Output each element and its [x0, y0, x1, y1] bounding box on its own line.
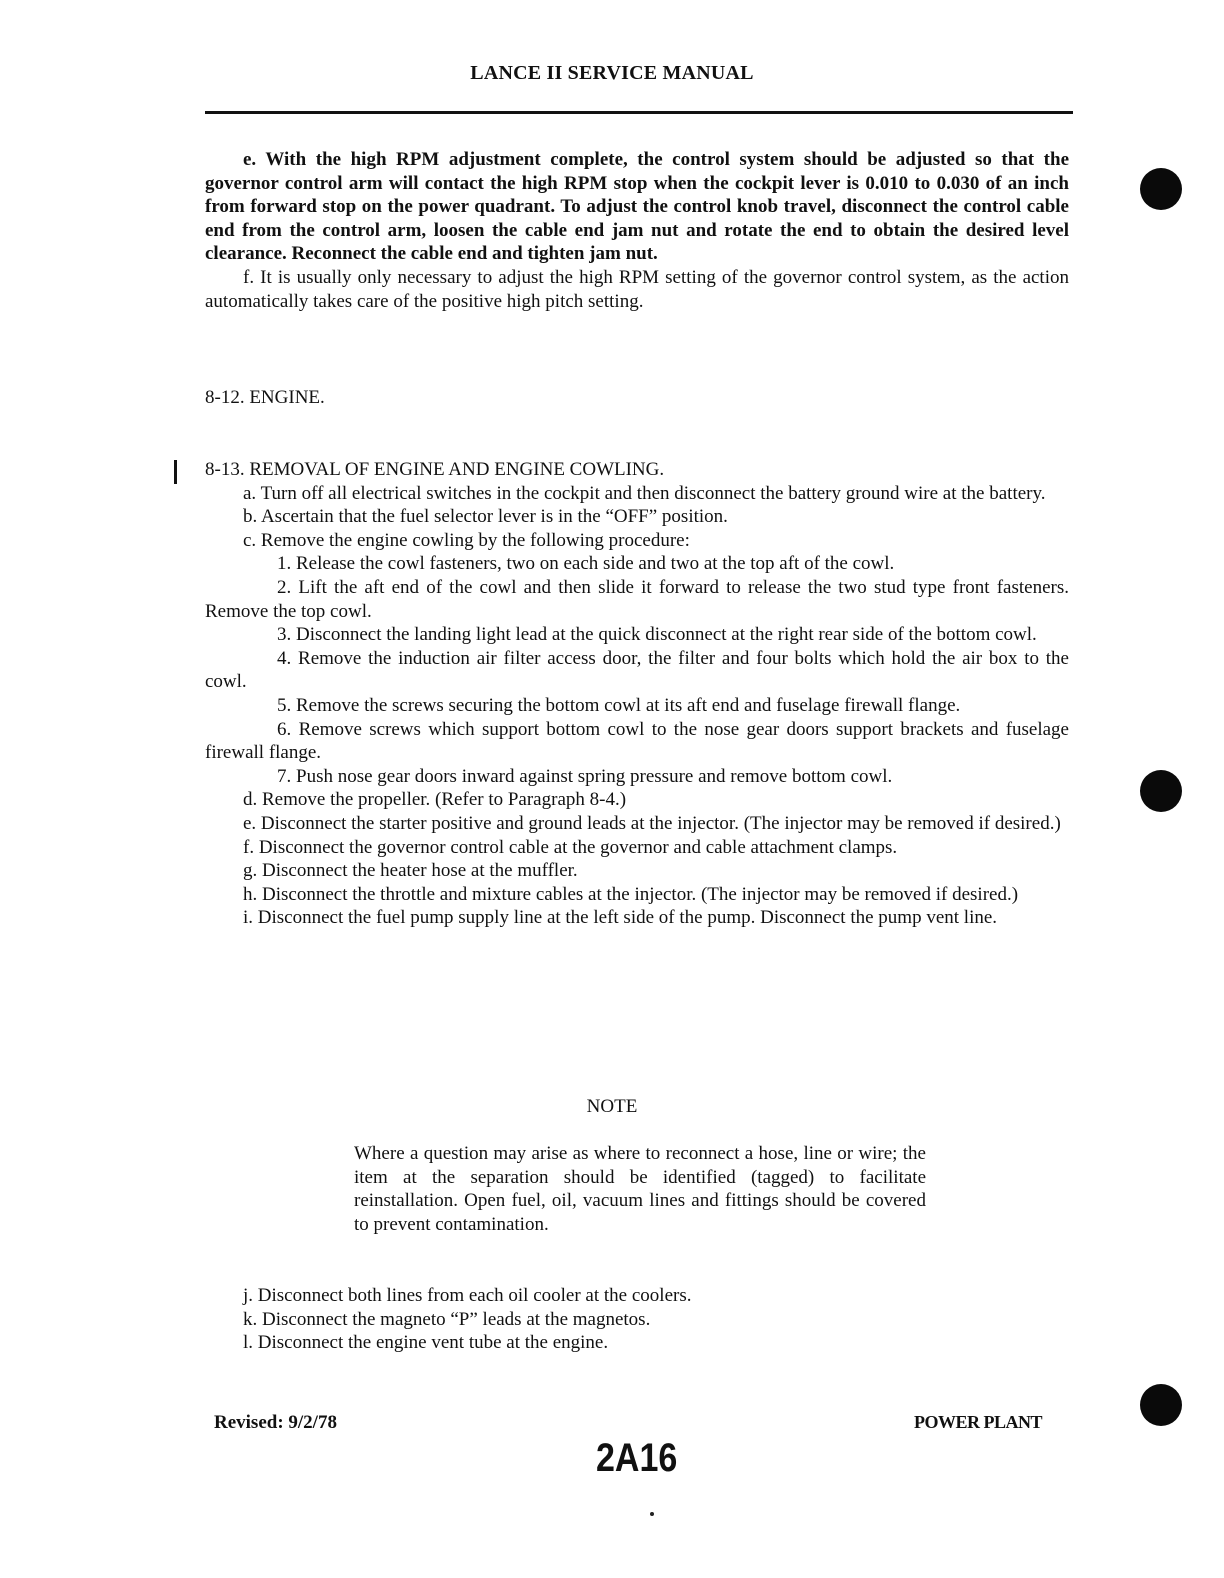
step-c1: 1. Release the cowl fasteners, two on each side and two at the top aft of the cowl. — [277, 553, 895, 575]
binder-hole-bottom — [1140, 1384, 1182, 1426]
step-i: i. Disconnect the fuel pump supply line at the left side of the pump. Disconnect the pump vent line. — [243, 907, 998, 929]
binder-hole-middle — [1140, 770, 1182, 812]
speck-dot — [650, 1512, 654, 1516]
section-8-13 — [205, 458, 1069, 930]
step-c: c. Remove the engine cowling by the following procedure: — [243, 529, 690, 551]
fiche-number: 2A16 — [596, 1436, 678, 1480]
step-g: g. Disconnect the heater hose at the muffler. — [243, 860, 578, 882]
paragraph-block-top — [205, 148, 1069, 313]
page-header-title: LANCE II SERVICE MANUAL — [470, 62, 754, 84]
step-c3: 3. Disconnect the landing light lead at the quick disconnect at the right rear side of the bottom cowl. — [277, 624, 1037, 646]
step-h: h. Disconnect the throttle and mixture cables at the injector. (The injector may be removed if desired.) — [243, 883, 1019, 905]
note-title: NOTE — [586, 1096, 638, 1117]
revision-bar — [174, 460, 177, 484]
step-a: a. Turn off all electrical switches in the cockpit and then disconnect the battery ground wire at the battery. — [243, 482, 1046, 504]
step-l: l. Disconnect the engine vent tube at the engine. — [243, 1332, 609, 1354]
note-text: Where a question may arise as where to reconnect a hose, line or wire; the item at the separation should be identified (tagged) to facilitate reinstallation. Open fuel, oil, vacuum lines and fittings should be covered to prevent contamination. — [354, 1143, 926, 1235]
paragraph-f: f. It is usually only necessary to adjust the high RPM setting of the governor control system, as the action automatically takes care of the positive high pitch setting. — [205, 266, 1069, 312]
step-c4: 4. Remove the induction air filter access door, the filter and four bolts which hold the air box to the cowl. — [205, 647, 1069, 693]
step-c6: 6. Remove screws which support bottom cowl to the nose gear doors support brackets and fuselage firewall flange. — [205, 718, 1069, 764]
section-8-12-heading: 8-12. ENGINE. — [205, 387, 325, 408]
step-e: e. Disconnect the starter positive and ground leads at the injector. (The injector may be removed if desired.) — [243, 812, 1061, 834]
step-d: d. Remove the propeller. (Refer to Paragraph 8-4.) — [243, 789, 627, 811]
header-rule — [205, 111, 1073, 114]
step-c2: 2. Lift the aft end of the cowl and then slide it forward to release the two stud type front fasteners. Remove the top cowl. — [205, 576, 1069, 622]
binder-hole-top — [1140, 168, 1182, 210]
step-j: j. Disconnect both lines from each oil cooler at the coolers. — [243, 1285, 692, 1306]
revision-date: Revised: 9/2/78 — [214, 1412, 337, 1433]
step-k: k. Disconnect the magneto “P” leads at the magnetos. — [243, 1308, 651, 1330]
step-c7: 7. Push nose gear doors inward against spring pressure and remove bottom cowl. — [277, 765, 893, 787]
step-b: b. Ascertain that the fuel selector lever is in the “OFF” position. — [243, 506, 728, 528]
steps-after-note — [205, 1284, 1069, 1355]
paragraph-e: e. With the high RPM adjustment complete, the control system should be adjusted so that the governor control arm will contact the high RPM stop when the cockpit lever is 0.010 to 0.030 of an inch from forward stop on the power quadrant. To adjust the control knob travel, disconnect the control cable end from the control arm, loosen the cable end jam nut and rotate the end to obtain the desired level clearance. Reconnect the cable end and tighten jam nut. — [205, 149, 1069, 265]
section-name: POWER PLANT — [914, 1412, 1043, 1432]
step-c5: 5. Remove the screws securing the bottom cowl at its aft end and fuselage firewall flange. — [277, 694, 961, 716]
step-f: f. Disconnect the governor control cable at the governor and cable attachment clamps. — [243, 836, 898, 858]
section-8-13-heading: 8-13. REMOVAL OF ENGINE AND ENGINE COWLING. — [205, 459, 665, 480]
